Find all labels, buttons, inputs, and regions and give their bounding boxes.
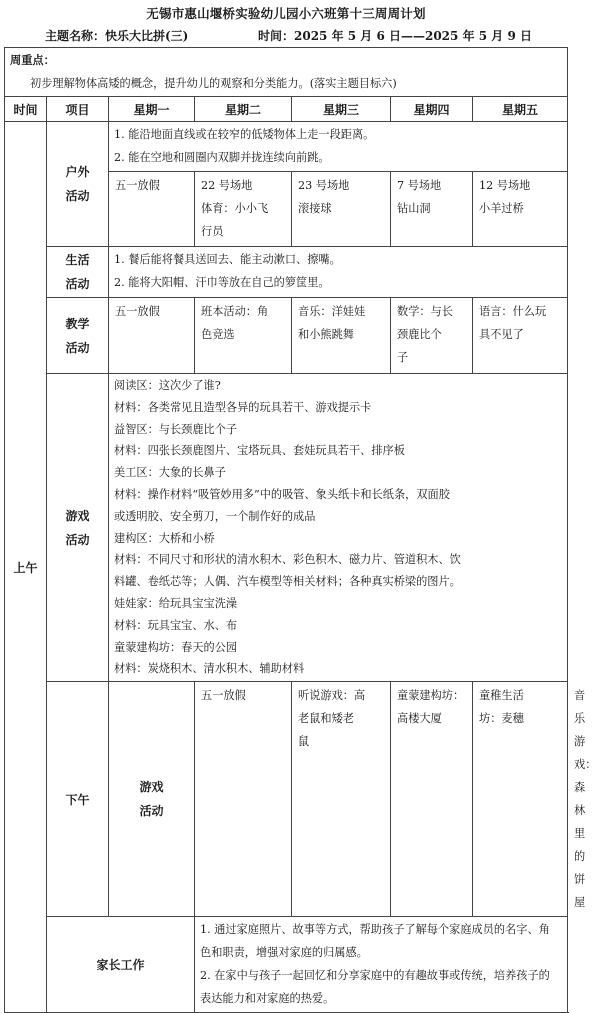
games-line: 料罐、卷纸芯等；人偶、汽车模型等相关材料；各种真实桥梁的图片。 bbox=[114, 575, 461, 589]
games-line: 娃娃家：给玩具宝宝洗澡 bbox=[114, 596, 238, 610]
afternoon-label: 下午 bbox=[47, 682, 109, 917]
col-tuesday: 星期二 bbox=[195, 97, 292, 122]
life-goal-1: 1. 餐后能将餐具送回去、能主动漱口、擦嘴。 bbox=[114, 253, 341, 266]
teaching-thu: 数学：与长 颈鹿比个 子 bbox=[391, 298, 473, 374]
games-row bbox=[5, 374, 568, 682]
teaching-row bbox=[5, 298, 568, 374]
parents-line: 色和职责，增强对家庭的归属感。 bbox=[200, 946, 368, 960]
games-line: 建构区：大桥和小桥 bbox=[114, 531, 215, 545]
parents-line: 2. 在家中与孩子一起回忆和分享家庭中的有趣故事或传统，培养孩子的 bbox=[200, 969, 550, 983]
games-line: 童蒙建构坊：春天的公园 bbox=[114, 640, 238, 654]
games-line: 美工区：大象的长鼻子 bbox=[114, 466, 226, 480]
col-thursday: 星期四 bbox=[391, 97, 473, 122]
focus-heading: 周重点： bbox=[10, 53, 55, 67]
parents-line: 表达能力和对家庭的热爱。 bbox=[200, 992, 335, 1006]
header-row bbox=[5, 97, 568, 122]
afternoon-row: 下午 游戏 活动 五一放假 听说游戏：高 老鼠和矮老 鼠 童蒙建构坊： 高楼大厦 童稚生活 坊：麦穗 音乐游戏：森 林里的饼屋 bbox=[5, 682, 568, 917]
games-line: 材料：四张长颈鹿图片、宝塔玩具、套娃玩具若干、排序板 bbox=[114, 444, 405, 458]
theme-name: 主题名称：快乐大比拼(三) bbox=[45, 29, 189, 43]
games-content bbox=[109, 374, 568, 682]
outdoor-goal-2: 2. 能在空地和圆圈内双脚并拢连续向前跳。 bbox=[114, 151, 330, 164]
date-range: 时间：2025 年 5 月 6 日——2025 年 5 月 9 日 bbox=[258, 29, 532, 43]
teaching-label: 教学 活动 bbox=[47, 298, 109, 374]
focus-row bbox=[5, 48, 568, 97]
life-label: 生活 活动 bbox=[47, 247, 109, 298]
games-label: 游戏 活动 bbox=[47, 374, 109, 682]
life-row bbox=[5, 247, 568, 298]
afternoon-games-label: 游戏 活动 bbox=[109, 682, 195, 917]
games-line: 材料：各类常见且造型各异的玩具若干、游戏提示卡 bbox=[114, 400, 372, 414]
outdoor-thu: 7 号场地 钻山洞 bbox=[391, 172, 473, 247]
teaching-wed: 音乐：洋娃娃 和小熊跳舞 bbox=[292, 298, 391, 374]
col-wednesday: 星期三 bbox=[292, 97, 391, 122]
games-line: 材料：炭烧积木、清水积木、辅助材料 bbox=[114, 662, 305, 676]
games-line: 材料：不同尺寸和形状的清水积木、彩色积木、磁力片、管道积木、饮 bbox=[114, 553, 461, 567]
afternoon-thu: 童稚生活 坊：麦穗 bbox=[473, 682, 568, 917]
outdoor-label: 户外 活动 bbox=[47, 122, 109, 247]
col-time: 时间 bbox=[5, 97, 47, 122]
parents-row bbox=[5, 917, 568, 1013]
morning-label: 上午 bbox=[5, 122, 47, 1013]
games-line: 材料：玩具宝宝、水、布 bbox=[114, 618, 238, 632]
teaching-fri: 语言：什么玩 具不见了 bbox=[473, 298, 568, 374]
parents-label: 家长工作 bbox=[47, 917, 195, 1013]
teaching-mon: 五一放假 bbox=[109, 298, 195, 374]
outdoor-wed: 23 号场地 滚接球 bbox=[292, 172, 391, 247]
outdoor-fri: 12 号场地 小羊过桥 bbox=[473, 172, 568, 247]
life-goal-2: 2. 能将大阳帽、汗巾等放在自己的箩筐里。 bbox=[114, 276, 330, 289]
plan-title: 无锡市惠山堰桥实验幼儿园小六班第十三周周计划 bbox=[146, 6, 426, 21]
parents-content bbox=[195, 917, 568, 1013]
games-line: 材料：操作材料“吸管妙用多”中的吸管、象头纸卡和长纸条，双面胶 bbox=[114, 487, 450, 501]
outdoor-mon: 五一放假 bbox=[109, 172, 195, 247]
games-line: 或透明胶、安全剪刀，一个制作好的成品 bbox=[114, 509, 316, 523]
col-item: 项目 bbox=[47, 97, 109, 122]
games-line: 阅读区：这次少了谁? bbox=[114, 379, 221, 392]
afternoon-mon: 五一放假 bbox=[195, 682, 292, 917]
col-monday: 星期一 bbox=[109, 97, 195, 122]
focus-text: 初步理解物体高矮的概念，提升幼儿的观察和分类能力。(落实主题目标六) bbox=[30, 77, 397, 90]
outdoor-goal-1: 1. 能沿地面直线或在较窄的低矮物体上走一段距离。 bbox=[114, 128, 375, 141]
weekly-plan-table bbox=[4, 47, 596, 1013]
parents-line: 1. 通过家庭照片、故事等方式，帮助孩子了解每个家庭成员的名字、角 bbox=[200, 923, 550, 937]
afternoon-wed: 童蒙建构坊： 高楼大厦 bbox=[391, 682, 473, 917]
col-friday: 星期五 bbox=[473, 97, 568, 122]
outdoor-tue: 22 号场地 体育：小小飞 行员 bbox=[195, 172, 292, 247]
outdoor-goals-row bbox=[5, 122, 568, 172]
teaching-tue: 班本活动：角 色竞选 bbox=[195, 298, 292, 374]
games-line: 益智区：与长颈鹿比个子 bbox=[114, 422, 238, 436]
afternoon-tue: 听说游戏：高 老鼠和矮老 鼠 bbox=[292, 682, 391, 917]
